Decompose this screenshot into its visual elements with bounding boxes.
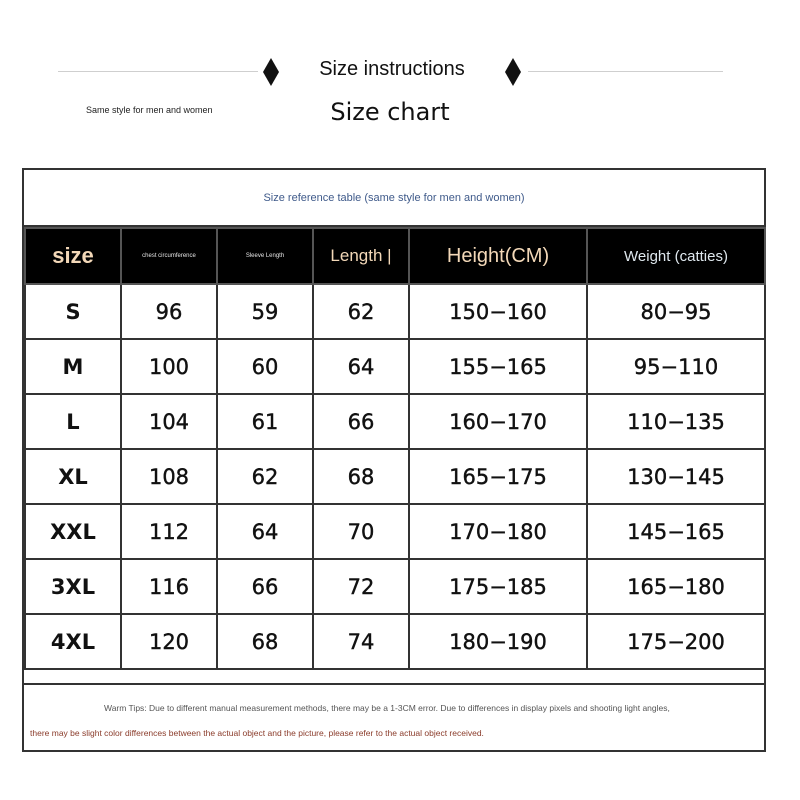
cell-chest: 120 bbox=[121, 614, 217, 669]
cell-height: 175−185 bbox=[409, 559, 587, 614]
cell-sleeve: 64 bbox=[217, 504, 313, 559]
cell-length: 68 bbox=[313, 449, 409, 504]
table-header-row bbox=[25, 228, 765, 284]
cell-height: 180−190 bbox=[409, 614, 587, 669]
size-table-frame bbox=[22, 168, 766, 752]
cell-size: XXL bbox=[25, 504, 121, 559]
cell-length: 62 bbox=[313, 284, 409, 339]
table-caption: Size reference table (same style for men and women) bbox=[24, 170, 764, 227]
cell-sleeve: 62 bbox=[217, 449, 313, 504]
table-row bbox=[25, 284, 765, 339]
column-header-sleeve: Sleeve Length bbox=[217, 228, 313, 284]
diamond-icon bbox=[263, 58, 279, 86]
cell-chest: 112 bbox=[121, 504, 217, 559]
table-row bbox=[25, 559, 765, 614]
cell-sleeve: 60 bbox=[217, 339, 313, 394]
cell-size: L bbox=[25, 394, 121, 449]
table-row bbox=[25, 339, 765, 394]
cell-weight: 80−95 bbox=[587, 284, 765, 339]
warm-tip-line-2: there may be slight color differences between the actual object and the picture, please refer to the actual object received. bbox=[30, 728, 484, 738]
cell-size: 4XL bbox=[25, 614, 121, 669]
cell-length: 70 bbox=[313, 504, 409, 559]
cell-weight: 165−180 bbox=[587, 559, 765, 614]
cell-sleeve: 68 bbox=[217, 614, 313, 669]
column-header-weight: Weight (catties) bbox=[587, 228, 765, 284]
cell-weight: 110−135 bbox=[587, 394, 765, 449]
chart-title: Size chart bbox=[330, 98, 450, 126]
header-divider-left bbox=[58, 71, 258, 72]
cell-sleeve: 66 bbox=[217, 559, 313, 614]
cell-weight: 175−200 bbox=[587, 614, 765, 669]
table-row bbox=[25, 394, 765, 449]
cell-size: 3XL bbox=[25, 559, 121, 614]
cell-chest: 96 bbox=[121, 284, 217, 339]
cell-chest: 100 bbox=[121, 339, 217, 394]
cell-length: 64 bbox=[313, 339, 409, 394]
subnote: Same style for men and women bbox=[86, 105, 213, 115]
cell-height: 155−165 bbox=[409, 339, 587, 394]
cell-height: 150−160 bbox=[409, 284, 587, 339]
column-header-height: Height(CM) bbox=[409, 228, 587, 284]
size-table bbox=[24, 227, 766, 670]
warm-tip-line-1: Warm Tips: Due to different manual measurement methods, there may be a 1-3CM error. Due to differences in display pixels and shooting light angles, bbox=[104, 703, 670, 713]
page-title: Size instructions bbox=[319, 58, 465, 80]
cell-weight: 130−145 bbox=[587, 449, 765, 504]
cell-height: 160−170 bbox=[409, 394, 587, 449]
diamond-icon bbox=[505, 58, 521, 86]
warm-tips bbox=[24, 683, 764, 750]
cell-length: 66 bbox=[313, 394, 409, 449]
cell-length: 72 bbox=[313, 559, 409, 614]
column-header-size: size bbox=[25, 228, 121, 284]
cell-size: S bbox=[25, 284, 121, 339]
table-row bbox=[25, 449, 765, 504]
cell-height: 170−180 bbox=[409, 504, 587, 559]
cell-sleeve: 59 bbox=[217, 284, 313, 339]
column-header-length: Length | bbox=[313, 228, 409, 284]
cell-size: XL bbox=[25, 449, 121, 504]
cell-weight: 95−110 bbox=[587, 339, 765, 394]
table-row bbox=[25, 504, 765, 559]
cell-sleeve: 61 bbox=[217, 394, 313, 449]
header-divider-right bbox=[528, 71, 723, 72]
cell-length: 74 bbox=[313, 614, 409, 669]
cell-weight: 145−165 bbox=[587, 504, 765, 559]
cell-size: M bbox=[25, 339, 121, 394]
cell-chest: 108 bbox=[121, 449, 217, 504]
cell-height: 165−175 bbox=[409, 449, 587, 504]
cell-chest: 104 bbox=[121, 394, 217, 449]
column-header-chest: chest circumference bbox=[121, 228, 217, 284]
cell-chest: 116 bbox=[121, 559, 217, 614]
table-row bbox=[25, 614, 765, 669]
